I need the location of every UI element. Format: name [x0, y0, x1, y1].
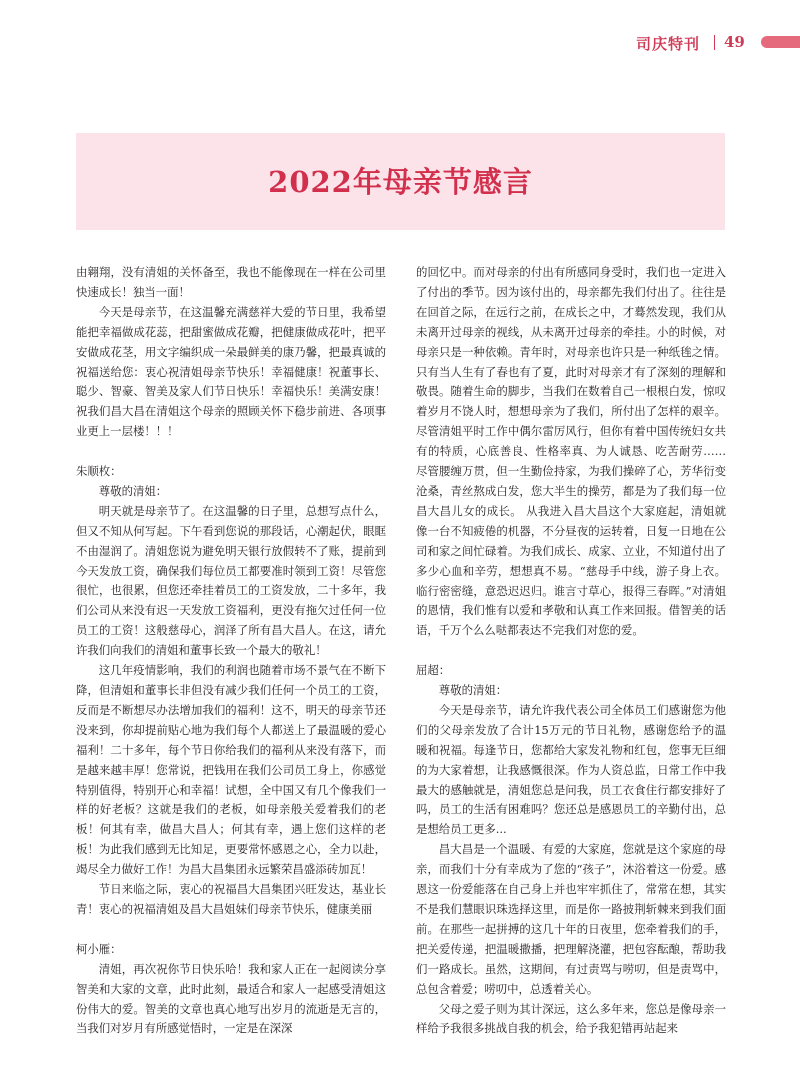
title-banner — [76, 133, 725, 230]
header-divider — [714, 35, 715, 50]
paragraph: 今天是母亲节，请允许我代表公司全体员工们感谢您为他们的父母亲发放了合计15万元的节日礼物，感谢您给予的温暖和祝福。每逢节日，您都给大家发礼物和红包，您事无巨细的为大家着想，让我感慨很深。作为人资总监，日常工作中我最大的感触就是，清姐您总是问我，员工衣食住行都安排好了吗，员工的生活有困难吗？您还总是感恩员工的辛勤付出，总是想给员工更多... — [416, 702, 726, 837]
publication-name: 司庆特刊 — [636, 35, 701, 53]
right-column — [416, 263, 726, 1039]
salutation: 尊敬的清姐： — [438, 683, 508, 698]
paragraph: 这几年疫情影响，我们的利润也随着市场不景气在不断下降，但清姐和董事长非但没有减少我们任何一个员工的工资，反而是不断想尽办法增加我们的福利！这不，明天的母亲节还没来到，你却提前贴心地为我们每个人都送上了最温暖的爱心福利！二十多年，每个节日你给我们的福利从来没有落下，而是越来越丰厚！您常说，把钱用在我们公司员工身上，你感觉特别值得，特别开心和幸福！试想，全中国又有几个像我们一样的好老板？这就是我们的老板，如母亲般关爱着我们的老板！何其有幸，做昌大昌人；何其有幸，遇上您们这样的老板！为此我们感到无比知足，更要常怀感恩之心，全力以赴，竭尽全力做好工作！为昌大昌集团永远繁荣昌盛添砖加瓦！ — [76, 663, 386, 877]
paragraph: 由翱翔，没有清姐的关怀备至，我也不能像现在一样在公司里快速成长！独当一面！ — [76, 265, 386, 299]
author-name: 屈超： — [416, 663, 451, 678]
paragraph: 节日来临之际，衷心的祝福昌大昌集团兴旺发达，基业长青！衷心的祝福清姐及昌大昌姐妹们母亲节快乐，健康美丽 — [76, 882, 386, 916]
salutation: 尊敬的清姐： — [98, 483, 168, 498]
page-header — [0, 26, 800, 56]
author-name: 朱顺枚： — [76, 464, 122, 479]
paragraph: 昌大昌是一个温暖、有爱的大家庭，您就是这个家庭的母亲，而我们十分有幸成为了您的“孩子”，沐浴着这一份爱。感恩这一份爱能落在自己身上并也牢牢抓住了，常常在想，其实不是我们慧眼识珠选择这里，而是你一路披荆斩棘来到我们面前。在那些一起拼搏的这几十年的日夜里，您牵着我们的手，把关爱传递，把温暖撒播，把理解浇灌，把包容酝酿，帮助我们一路成长。虽然，这期间，有过责骂与唠叨，但是责骂中，总包含着爱；唠叨中，总透着关心。 — [416, 842, 726, 996]
paragraph: 的回忆中。而对母亲的付出有所感同身受时，我们也一定进入了付出的季节。因为该付出的，母亲都先我们付出了。往往是在回首之际，在远行之前，在成长之中，才蓦然发现，我们从未离开过母亲的视线，从未离开过母亲的牵挂。小的时候，对母亲只是一种依赖。青年时，对母亲也许只是一种纸毪之情。只有当人生有了春也有了夏，此时对母亲才有了深刻的理解和敬畏。随着生命的脚步，当我们在数着自己一根根白发，惊叹着岁月不饶人时，想想母亲为了我们，所付出了怎样的艰辛。尽管清姐平时工作中偶尔雷厉风行，但你有着中国传统妇女共有的特质，心底善良、性格率真、为人诚恳、吃苦耐劳…… 尽管腰缠万贯，但一生勤俭持家，为我们操碎了心，芳华衍变沧桑，青丝熬成白发，您大半生的操劳，都是为了我们每一位昌大昌儿女的成长。 从我进入昌大昌这个大家庭起，清姐就像一台不知疲倦的机器，不分昼夜的运转着，日复一日地在公司和家之间忙碌着。为我们成长、成家、立业，不知道付出了多少心血和辛劳，想想真不易。“慈母手中线，游子身上衣。临行密密缝，意恐迟迟归。谁言寸草心，报得三春晖。”对清姐的恩情，我们惟有以爱和孝敬和认真工作来回报。借智美的话语，千万个么么哒都表达不完我们对您的爱。 — [416, 265, 726, 638]
page-number: 49 — [724, 33, 745, 51]
paragraph: 清姐，再次祝你节日快乐哈！我和家人正在一起阅读分享智美和大家的文章，此时此刻，最适合和家人一起感受清姐这份伟大的爱。智美的文章也真心地写出岁月的流逝是无言的，当我们对岁月有所感觉悟时，一定是在深深 — [76, 961, 386, 1036]
header-accent-bar — [761, 36, 800, 48]
paragraph: 今天是母亲节，在这温馨充满慈祥大爱的节日里，我希望能把幸福做成花蕊，把甜蜜做成花瓣，把健康做成花叶，把平安做成花茎，用文字编织成一朵最鲜美的康乃馨，把最真诚的祝福送给您：衷心祝清姐母亲节快乐！幸福健康！祝董事长、聪少、智豪、智美及家人们节日快乐！幸福快乐！美满安康！祝我们昌大昌在清姐这个母亲的照顾关怀下稳步前进、各项事业更上一层楼！！！ — [76, 304, 386, 439]
left-column — [76, 263, 386, 1039]
paragraph: 父母之爱子则为其计深远，这么多年来，您总是像母亲一样给予我很多挑战自我的机会，给予我犯错再站起来 — [416, 1001, 726, 1036]
article-title: 2022年母亲节感言 — [268, 165, 533, 199]
author-name: 柯小雁： — [76, 941, 122, 956]
paragraph: 明天就是母亲节了。在这温馨的日子里，总想写点什么，但又不知从何写起。下午看到您说的那段话，心潮起伏，眼眶不由湿润了。清姐您说为避免明天银行放假转不了账，提前到今天发放工资，确保我们每位员工都要准时领到工资！尽管您很忙，也很累，但您还牵挂着员工的工资发放，二十多年，我们公司从来没有迟一天发放工资福利，更没有拖欠过任何一位员工的工资！这般慈母心，润泽了所有昌大昌人。在这，请允许我们向我们的清姐和董事长致一个最大的敬礼！ — [76, 503, 386, 658]
